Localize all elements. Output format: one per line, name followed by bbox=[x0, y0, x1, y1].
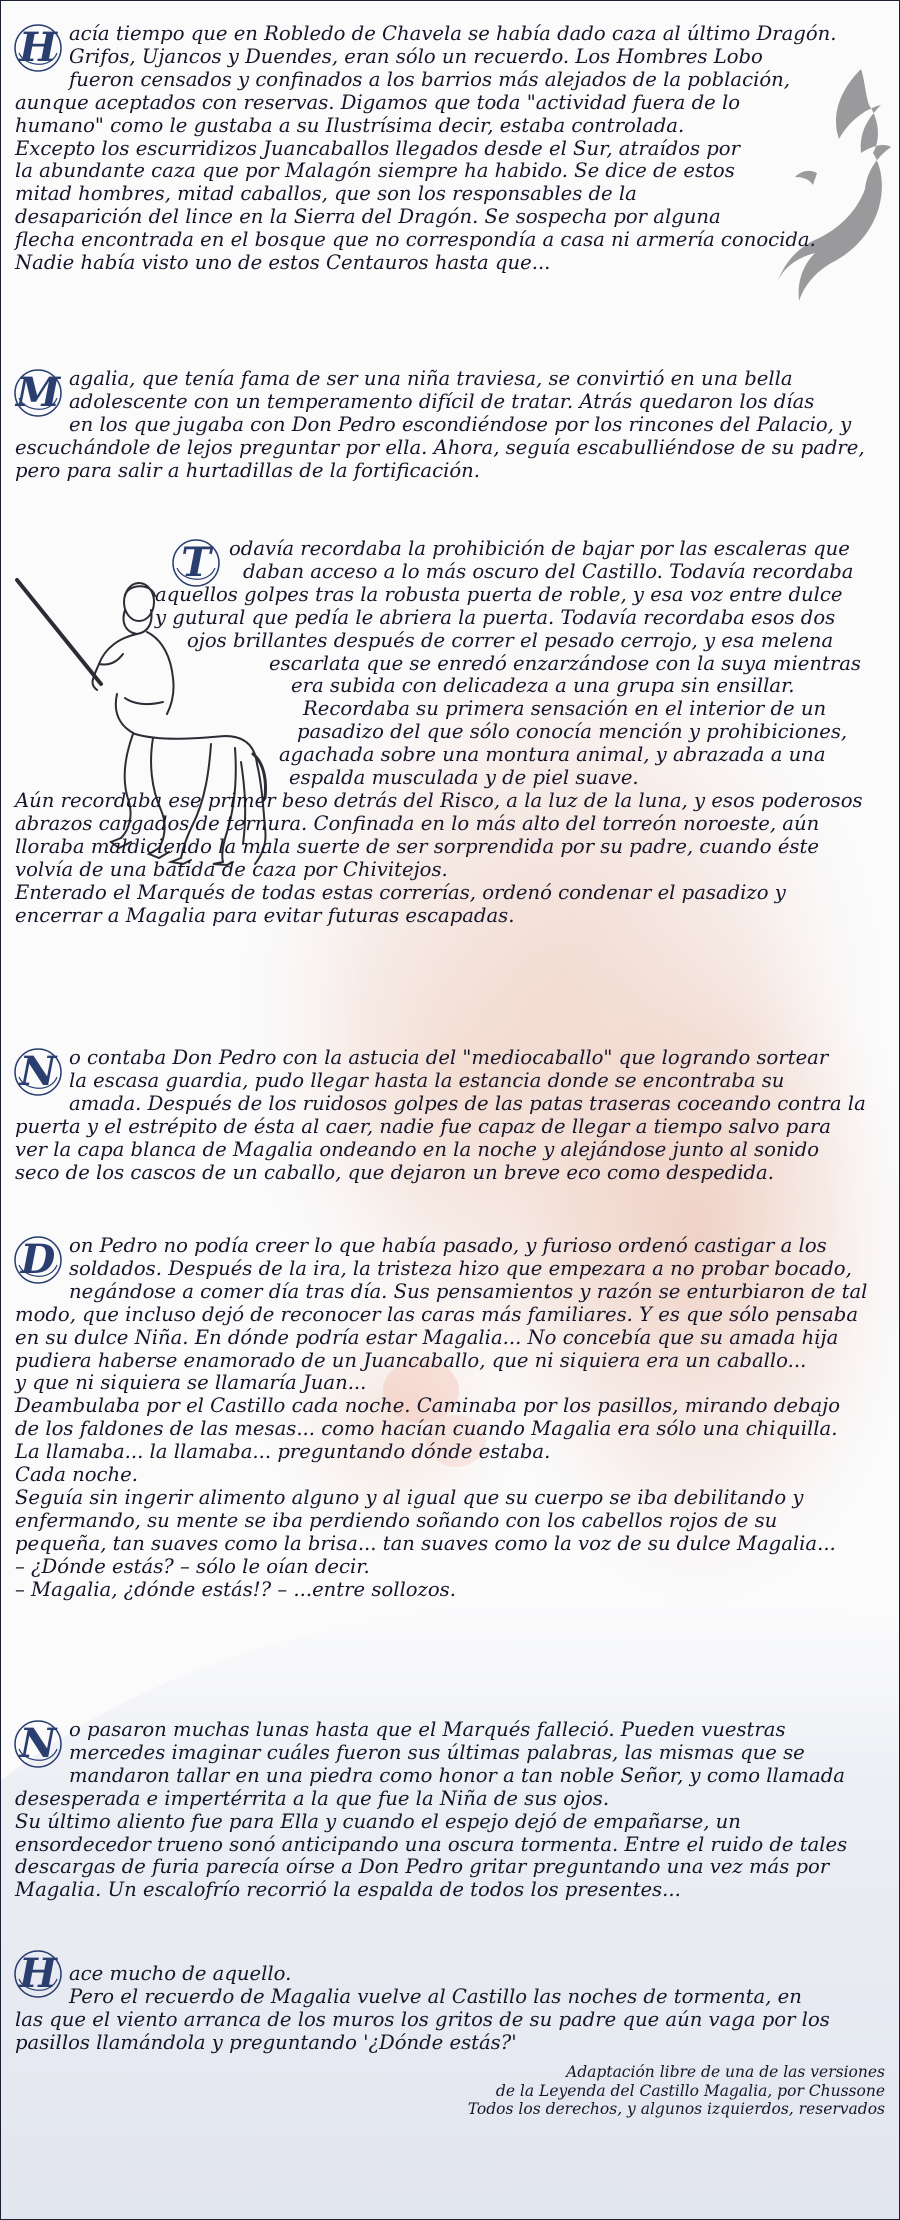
text-line: Su último aliento fue para Ella y cuando el espejo dejó de empañarse, un bbox=[15, 1809, 741, 1833]
text-line: Aún recordaba ese primer beso detrás del Risco, a la luz de la luna, y esos poderosos bbox=[15, 788, 863, 812]
text-line: ensordecedor trueno sonó anticipando una oscura tormenta. Entre el ruido de tales bbox=[15, 1832, 848, 1856]
credits-line: Todos los derechos, y algunos izquierdos, reservados bbox=[467, 2100, 885, 2118]
text-line: adolescente con un temperamento difícil de tratar. Atrás quedaron los días bbox=[69, 389, 815, 413]
text-line: Deambulaba por el Castillo cada noche. Caminaba por los pasillos, mirando debajo bbox=[15, 1394, 841, 1418]
decorative-initial-h bbox=[13, 23, 63, 73]
text-line: Recordaba su primera sensación en el interior de un bbox=[303, 697, 827, 721]
decorative-initial-h2 bbox=[13, 1949, 63, 1999]
text-line: desaparición del lince en la Sierra del Dragón. Se sospecha por alguna bbox=[15, 205, 721, 229]
text-line: era subida con delicadeza a una grupa sin ensillar. bbox=[291, 674, 795, 698]
text-line: Magalia. Un escalofrío recorrió la espalda de todos los presentes... bbox=[15, 1878, 681, 1902]
credits bbox=[285, 2063, 885, 2119]
text-line: enfermando, su mente se iba perdiendo soñando con los cabellos rojos de su bbox=[15, 1508, 778, 1532]
text-line: agachada sobre una montura animal, y abrazada a una bbox=[279, 743, 826, 767]
text-line: encerrar a Magalia para evitar futuras escapadas. bbox=[15, 903, 515, 927]
text-line: mandaron tallar en una piedra como honor a tan noble Señor, y como llamada bbox=[69, 1763, 845, 1787]
paragraph-6 bbox=[15, 1719, 887, 1902]
text-line: Seguía sin ingerir alimento alguno y al igual que su cuerpo se iba debilitando y bbox=[15, 1485, 804, 1509]
text-line: o contaba Don Pedro con la astucia del "mediocaballo" que logrando sortear bbox=[69, 1046, 829, 1069]
text-line: odavía recordaba la prohibición de bajar por las escaleras que bbox=[229, 537, 850, 560]
text-line: la escasa guardia, pudo llegar hasta la estancia donde se encontraba su bbox=[69, 1068, 785, 1092]
text-line: en los que jugaba con Don Pedro escondiéndose por los rincones del Palacio, y bbox=[69, 412, 852, 436]
decorative-initial-n bbox=[13, 1047, 63, 1097]
text-line: la abundante caza que por Malagón siempre ha habido. Se dice de estos bbox=[15, 159, 735, 183]
initial-letter: N bbox=[19, 1048, 57, 1095]
text-line: daban acceso a lo más oscuro del Castillo. Todavía recordaba bbox=[243, 559, 854, 583]
text-line: desesperada e impertérrita a la que fue la Niña de sus ojos. bbox=[15, 1786, 610, 1810]
text-line: y gutural que pedía le abriera la puerta. Todavía recordaba esos dos bbox=[155, 605, 836, 629]
text-line: fueron censados y confinados a los barrios más alejados de la población, bbox=[69, 67, 790, 91]
text-line: ojos brillantes después de correr el pesado cerrojo, y esa melena bbox=[187, 628, 834, 652]
initial-letter: T bbox=[181, 539, 211, 586]
decorative-initial-m bbox=[13, 368, 63, 418]
initial-letter: N bbox=[19, 1720, 57, 1767]
text-line: modo, que incluso dejó de reconocer las caras más familiares. Y es que sólo pensaba bbox=[15, 1302, 859, 1326]
text-line: La llamaba... la llamaba... preguntando dónde estaba. bbox=[15, 1440, 551, 1464]
text-line: ace mucho de aquello. bbox=[69, 1962, 292, 1985]
credits-line: de la Leyenda del Castillo Magalia, por Chussone bbox=[495, 2081, 885, 2100]
text-line: Enterado el Marqués de todas estas correrías, ordenó condenar el pasadizo y bbox=[15, 880, 786, 904]
text-line: escuchándole de lejos preguntar por ella. Ahora, seguía escabulliéndose de su padre, bbox=[15, 435, 865, 459]
text-line: – ¿Dónde estás? – sólo le oían decir. bbox=[15, 1554, 370, 1578]
text-line: – Magalia, ¿dónde estás!? – ...entre sollozos. bbox=[15, 1577, 456, 1601]
paragraph-2 bbox=[15, 368, 887, 483]
text-line: seco de los cascos de un caballo, que dejaron un breve eco como despedida. bbox=[15, 1160, 774, 1184]
text-line: volvía de una batida de caza por Chivitejos. bbox=[15, 857, 448, 881]
text-line: pasadizo del que sólo conocía mención y prohibiciones, bbox=[297, 720, 848, 744]
text-line: amada. Después de los ruidosos golpes de las patas traseras coceando contra la bbox=[69, 1091, 866, 1115]
paragraph-5 bbox=[15, 1235, 887, 1602]
text-line: aquellos golpes tras la robusta puerta de roble, y esa voz entre dulce bbox=[155, 582, 843, 606]
text-line: on Pedro no podía creer lo que había pasado, y furioso ordenó castigar a los bbox=[69, 1234, 827, 1257]
text-line: y que ni siquiera se llamaría Juan... bbox=[15, 1371, 367, 1395]
text-line: aunque aceptados con reservas. Digamos que toda "actividad fuera de lo bbox=[15, 90, 741, 114]
text-line: flecha encontrada en el bosque que no correspondía a casa ni armería conocida. bbox=[15, 228, 816, 252]
initial-letter: H bbox=[19, 1950, 57, 1997]
text-line: o pasaron muchas lunas hasta que el Marqués falleció. Pueden vuestras bbox=[69, 1718, 786, 1741]
paragraph-7 bbox=[15, 1949, 887, 2055]
text-line: abrazos cargados de ternura. Confinada en lo más alto del torreón noroeste, aún bbox=[15, 811, 820, 835]
text-line: Cada noche. bbox=[15, 1463, 138, 1487]
text-line: humano" como le gustaba a su Ilustrísima decir, estaba controlada. bbox=[15, 113, 685, 137]
text-line: mercedes imaginar cuáles fueron sus últimas palabras, las mismas que se bbox=[69, 1740, 805, 1764]
initial-letter: M bbox=[15, 369, 61, 416]
text-line: soldados. Después de la ira, la tristeza hizo que empezara a no probar bocado, bbox=[69, 1256, 852, 1280]
text-line: Excepto los escurridizos Juancaballos llegados desde el Sur, atraídos por bbox=[15, 136, 740, 160]
decorative-initial-d bbox=[13, 1235, 63, 1285]
text-line: las que el viento arranca de los muros los gritos de su padre que aún vaga por los bbox=[15, 2007, 830, 2031]
text-line: negándose a comer día tras día. Sus pensamientos y razón se enturbiaron de tal bbox=[69, 1279, 868, 1303]
text-line: puerta y el estrépito de ésta al caer, nadie fue capaz de llegar a tiempo salvo para bbox=[15, 1114, 831, 1138]
text-line: en su dulce Niña. En dónde podría estar Magalia... No concebía que su amada hija bbox=[15, 1325, 839, 1349]
text-line: escarlata que se enredó enzarzándose con la suya mientras bbox=[269, 651, 861, 675]
decorative-initial-t bbox=[171, 538, 221, 588]
text-line: Pero el recuerdo de Magalia vuelve al Castillo las noches de tormenta, en bbox=[69, 1984, 802, 2008]
text-line: ver la capa blanca de Magalia ondeando en la noche y alejándose junto al sonido bbox=[15, 1137, 820, 1161]
text-line: mitad hombres, mitad caballos, que son los responsables de la bbox=[15, 182, 637, 206]
credits-line: Adaptación libre de una de las versiones bbox=[566, 2063, 885, 2081]
text-line: pasillos llamándola y preguntando '¿Dónde estás?' bbox=[15, 2030, 517, 2054]
text-line: de los faldones de las mesas... como hacían cuando Magalia era sólo una chiquilla. bbox=[15, 1417, 838, 1441]
text-line: Grifos, Ujancos y Duendes, eran sólo un recuerdo. Los Hombres Lobo bbox=[69, 44, 763, 68]
decorative-initial-n2 bbox=[13, 1719, 63, 1769]
text-line: espalda musculada y de piel suave. bbox=[289, 766, 639, 790]
paragraph-3 bbox=[15, 538, 887, 927]
paragraph-4 bbox=[15, 1047, 887, 1184]
initial-letter: H bbox=[19, 24, 57, 71]
text-line: pudiera haberse enamorado de un Juancaballo, que ni siquiera era un caballo... bbox=[15, 1348, 807, 1372]
initial-letter: D bbox=[20, 1236, 56, 1283]
text-line: agalia, que tenía fama de ser una niña traviesa, se convirtió en una bella bbox=[69, 367, 793, 390]
text-line: pero para salir a hurtadillas de la fortificación. bbox=[15, 458, 480, 482]
text-line: acía tiempo que en Robledo de Chavela se había dado caza al último Dragón. bbox=[69, 22, 837, 45]
text-line: Nadie había visto uno de estos Centauros hasta que... bbox=[15, 251, 551, 275]
paragraph-1 bbox=[15, 23, 887, 275]
text-line: descargas de furia parecía oírse a Don Pedro gritar preguntando una vez más por bbox=[15, 1855, 830, 1879]
text-line: pequeña, tan suaves como la brisa... tan suaves como la voz de su dulce Magalia... bbox=[15, 1531, 836, 1555]
text-line: lloraba maldiciendo la mala suerte de ser sorprendida por su padre, cuando éste bbox=[15, 834, 819, 858]
